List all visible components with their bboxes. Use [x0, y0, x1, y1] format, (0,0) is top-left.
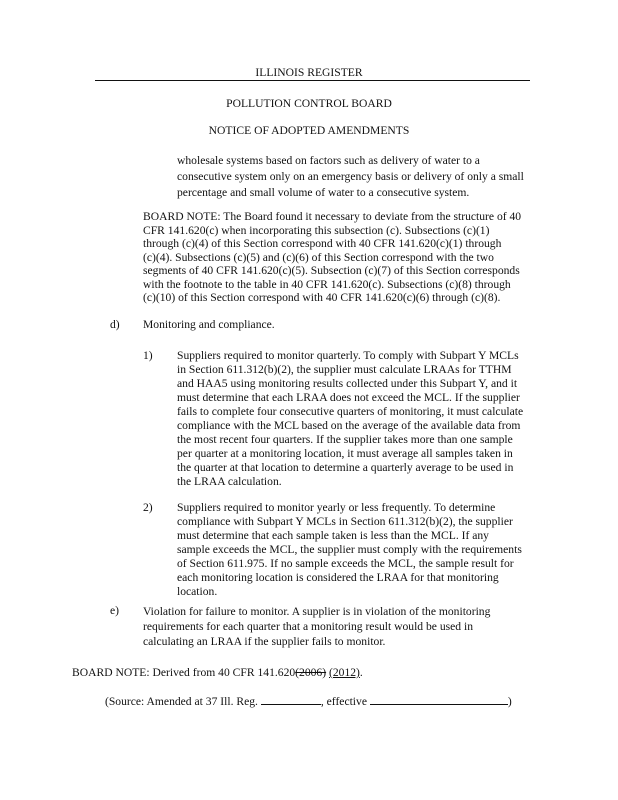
- text-line: compliance with the MCL based on the average of the available data from: [177, 419, 521, 432]
- continuation-paragraph: [177, 153, 524, 201]
- header-rule: [95, 80, 530, 81]
- item-1-text: [177, 349, 523, 489]
- register-page-blank: [261, 694, 321, 705]
- item-2-label: 2): [143, 501, 153, 514]
- source-prefix: (Source: Amended at 37 Ill. Reg.: [105, 695, 261, 708]
- text-line: and HAA5 using monitoring results collected under this Subpart Y, and it: [177, 377, 518, 390]
- text-line: must determine that each LRAA does not exceed the MCL. If the supplier: [177, 391, 520, 404]
- text-line: the quarter at that location to determine a quarterly average to be used in: [177, 461, 514, 474]
- text-line: in Section 611.312(b)(2), the supplier must calculate LRAAs for TTHM: [177, 363, 512, 376]
- text-line: with the footnote to the table in 40 CFR 141.620(c). Subsections (c)(8) through: [143, 277, 511, 291]
- effective-date-blank: [370, 694, 508, 705]
- text-line: per quarter at a monitoring location, it must average all samples taken in: [177, 447, 513, 460]
- text-line: (c)(10) of this Section correspond with 40 CFR 141.620(c)(6) through (c)(8).: [143, 291, 501, 304]
- source-note: [105, 694, 512, 708]
- text-line: wholesale systems based on factors such as delivery of water to a: [177, 154, 480, 167]
- text-line: BOARD NOTE: The Board found it necessary to deviate from the structure of 40: [143, 210, 522, 223]
- agency-heading: POLLUTION CONTROL BOARD: [226, 97, 392, 110]
- section-d-label: d): [110, 318, 120, 331]
- text-line: location.: [177, 585, 218, 598]
- text-line: Suppliers required to monitor quarterly. To comply with Subpart Y MCLs: [177, 349, 519, 362]
- text-line: sample exceeds the MCL, the supplier must comply with the requirements: [177, 543, 522, 556]
- text-line: of Section 611.975. If no sample exceeds the MCL, the sample result for: [177, 557, 514, 570]
- text-line: each monitoring location is considered the LRAA for that monitoring: [177, 571, 499, 584]
- register-title: [0, 66, 618, 79]
- text-line: Suppliers required to monitor yearly or less frequently. To determine: [177, 501, 496, 514]
- text-line: must determine that each sample taken is less than the MCL. If any: [177, 529, 489, 542]
- text-line: consecutive system only on an emergency basis or delivery of only a small: [177, 170, 524, 183]
- added-year: (2012): [329, 666, 360, 679]
- text-line: the LRAA calculation.: [177, 475, 282, 488]
- section-e-text: [143, 604, 490, 649]
- item-2-text: [177, 501, 522, 599]
- board-note: [72, 666, 363, 679]
- register-title-text: ILLINOIS REGISTER: [255, 66, 363, 79]
- text-line: percentage and small volume of water to a consecutive system.: [177, 186, 470, 199]
- text-line: through (c)(4) of this Section correspond with 40 CFR 141.620(c)(1) through: [143, 237, 502, 250]
- section-d-title: Monitoring and compliance.: [143, 318, 275, 331]
- text-line: calculating an LRAA if the supplier fails to monitor.: [143, 635, 386, 648]
- text-line: Violation for failure to monitor. A supplier is in violation of the monitoring: [143, 605, 491, 618]
- text-line: segments of 40 CFR 141.620(c)(5). Subsection (c)(7) of this Section corresponds: [143, 264, 520, 277]
- text-line: compliance with Subpart Y MCLs in Section 611.312(b)(2), the supplier: [177, 515, 513, 528]
- item-1-label: 1): [143, 349, 153, 362]
- board-note-text: BOARD NOTE: Derived from 40 CFR 141.620: [72, 666, 296, 679]
- text-line: (c)(4). Subsections (c)(5) and (c)(6) of this Section correspond with the two: [143, 250, 494, 264]
- board-note-c: [143, 210, 521, 305]
- text-line: fails to complete four consecutive quarters of monitoring, it must calculate: [177, 405, 524, 418]
- notice-heading: NOTICE OF ADOPTED AMENDMENTS: [208, 124, 410, 137]
- source-middle: , effective: [320, 695, 370, 708]
- deleted-year: (2006): [295, 666, 327, 679]
- board-note-end: .: [359, 666, 363, 679]
- source-suffix: ): [507, 695, 512, 708]
- text-line: CFR 141.620(c) when incorporating this subsection (c). Subsections (c)(1): [143, 223, 490, 237]
- text-line: requirements for each quarter that a monitoring result would be used in: [143, 620, 473, 633]
- text-line: the most recent four quarters. If the supplier takes more than one sample: [177, 433, 513, 446]
- section-e-label: e): [110, 604, 120, 617]
